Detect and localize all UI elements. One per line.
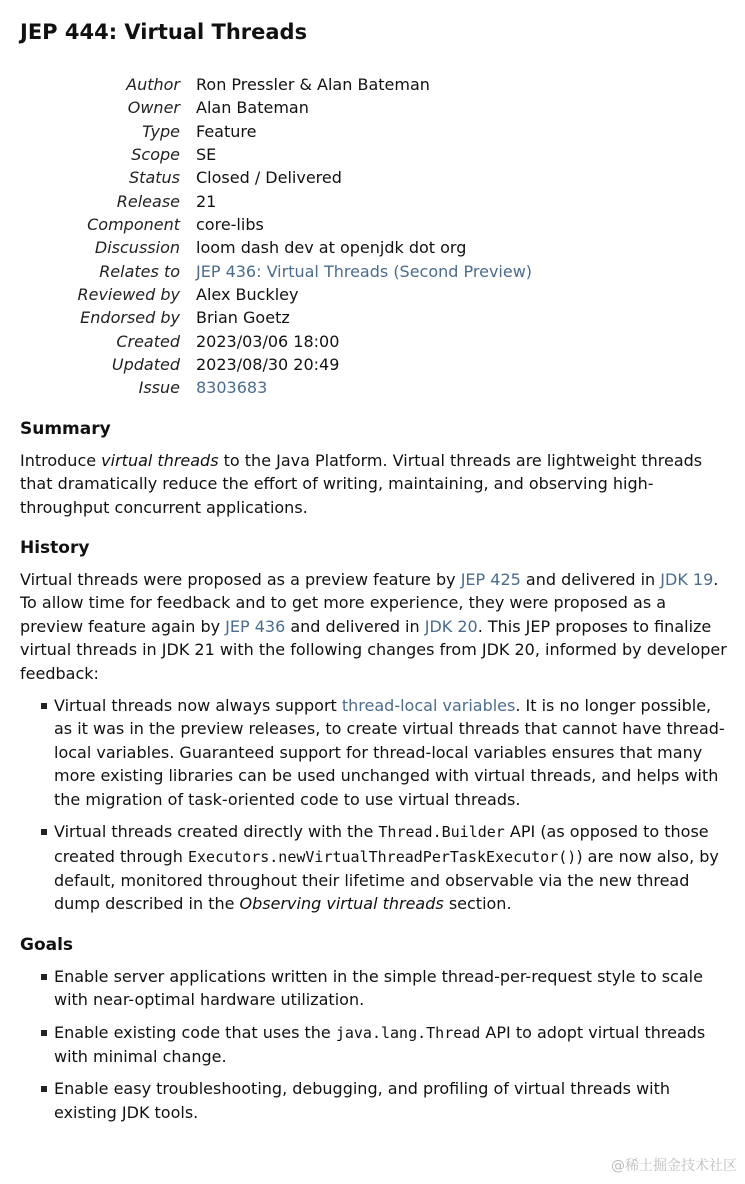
metadata-label: Created: [116, 331, 180, 351]
text: Virtual threads now always support: [54, 696, 342, 716]
metadata-row: [44, 96, 532, 119]
metadata-value: core-libs: [196, 215, 264, 235]
text: . To allow time for feedback and to get more experience, they were proposed as a preview feature again by: [20, 570, 719, 636]
metadata-label: Author: [126, 75, 180, 94]
metadata-value: Brian Goetz: [196, 308, 290, 328]
text: API to adopt virtual threads with minimal change.: [54, 1022, 706, 1066]
text: Virtual threads were proposed as a preview feature by: [20, 570, 461, 590]
list-item: [54, 1021, 731, 1069]
metadata-row: [44, 283, 532, 306]
text: and delivered in: [520, 570, 661, 590]
metadata-value: Alex Buckley: [196, 285, 299, 305]
watermark: @稀土掘金技术社区: [611, 1157, 737, 1174]
metadata-label: Status: [129, 168, 180, 188]
metadata-row: [44, 166, 532, 189]
goals-heading: Goals: [20, 934, 74, 955]
metadata-table: [44, 73, 532, 400]
metadata-row: [44, 213, 532, 236]
text: Virtual threads created directly with the: [54, 822, 379, 842]
summary-text: [20, 449, 731, 519]
metadata-row: [44, 73, 532, 96]
metadata-row: [44, 143, 532, 166]
metadata-label: Release: [116, 191, 180, 211]
jep-436-link[interactable]: JEP 436: [225, 616, 286, 636]
metadata-value: 21: [196, 191, 217, 211]
metadata-value: Feature: [196, 121, 257, 141]
goals-list: [20, 965, 731, 1124]
emphasis: virtual threads: [101, 450, 219, 470]
metadata-row: [44, 120, 532, 143]
metadata-label: Discussion: [94, 238, 180, 258]
metadata-row: [44, 376, 532, 399]
metadata-label: Type: [142, 121, 180, 141]
text: section.: [443, 894, 512, 914]
metadata-value: Ron Pressler & Alan Bateman: [196, 75, 430, 94]
metadata-label: Relates to: [99, 261, 180, 281]
text: . It is no longer possible, as it was in the preview releases, to create virtual threads that cannot have thread-local variables. Guaranteed support for thread-local variables ensures that many more existing libraries can be used unchanged with virtual threads, and helps with the migration of task-oriented code to use virtual threads.: [54, 696, 725, 809]
text: to the Java Platform. Virtual threads are lightweight threads that dramatically reduce the effort of writing, maintaining, and observing high-throughput concurrent applications.: [20, 450, 703, 517]
metadata-label: Owner: [127, 98, 180, 118]
metadata-row: [44, 190, 532, 213]
jep-425-link[interactable]: JEP 425: [460, 570, 521, 590]
code: java.lang.Thread: [335, 1023, 481, 1042]
metadata-value: [196, 376, 532, 399]
emphasis: Observing virtual threads: [239, 894, 444, 914]
metadata-label: Updated: [111, 355, 180, 375]
metadata-value: SE: [196, 145, 217, 165]
text: Enable existing code that uses the: [54, 1022, 336, 1042]
list-item: [54, 820, 731, 916]
metadata-link[interactable]: 8303683: [196, 378, 268, 398]
metadata-label: Scope: [131, 145, 180, 165]
metadata-value: 2023/08/30 20:49: [196, 355, 340, 375]
history-text: [20, 568, 731, 685]
metadata-value: Closed / Delivered: [196, 168, 342, 188]
metadata-label: Reviewed by: [77, 285, 180, 305]
jdk-19-link[interactable]: JDK 19: [660, 570, 714, 590]
metadata-value: loom dash dev at openjdk dot org: [196, 238, 467, 258]
metadata-label: Component: [87, 215, 180, 235]
metadata-label: Issue: [138, 378, 180, 398]
metadata-value: 2023/03/06 18:00: [196, 331, 340, 351]
code: Executors.newVirtualThreadPerTaskExecutor(): [187, 847, 577, 866]
metadata-row: [44, 306, 532, 329]
page-title: JEP 444: Virtual Threads: [20, 20, 308, 44]
metadata-row: [44, 330, 532, 353]
history-list: [20, 694, 731, 916]
thread-local-link[interactable]: thread-local variables: [341, 696, 516, 716]
text: API (as opposed to those created through: [54, 822, 709, 866]
list-item: [54, 694, 731, 811]
text: ) are now also, by default, monitored throughout their lifetime and observable via the new thread dump described in the: [54, 846, 719, 914]
metadata-label: Endorsed by: [80, 308, 180, 328]
text: . This JEP proposes to finalize virtual threads in JDK 21 with the following changes from JDK 20, informed by developer feedback:: [20, 616, 727, 683]
metadata-row: [44, 260, 532, 283]
code: Thread.Builder: [378, 823, 505, 842]
metadata-value: [196, 260, 532, 283]
metadata-value: Alan Bateman: [196, 98, 309, 118]
summary-heading: Summary: [20, 418, 111, 439]
metadata-link[interactable]: JEP 436: Virtual Threads (Second Preview): [196, 261, 533, 281]
metadata-row: [44, 353, 532, 376]
text: Introduce: [20, 450, 102, 470]
list-item: Enable server applications written in the simple thread-per-request style to scale with near-optimal hardware utilization.: [54, 965, 731, 1012]
jdk-20-link[interactable]: JDK 20: [424, 616, 478, 636]
list-item: Enable easy troubleshooting, debugging, and profiling of virtual threads with existing JDK tools.: [54, 1077, 731, 1124]
metadata-row: [44, 236, 532, 259]
text: and delivered in: [285, 616, 425, 636]
history-heading: History: [20, 538, 90, 559]
